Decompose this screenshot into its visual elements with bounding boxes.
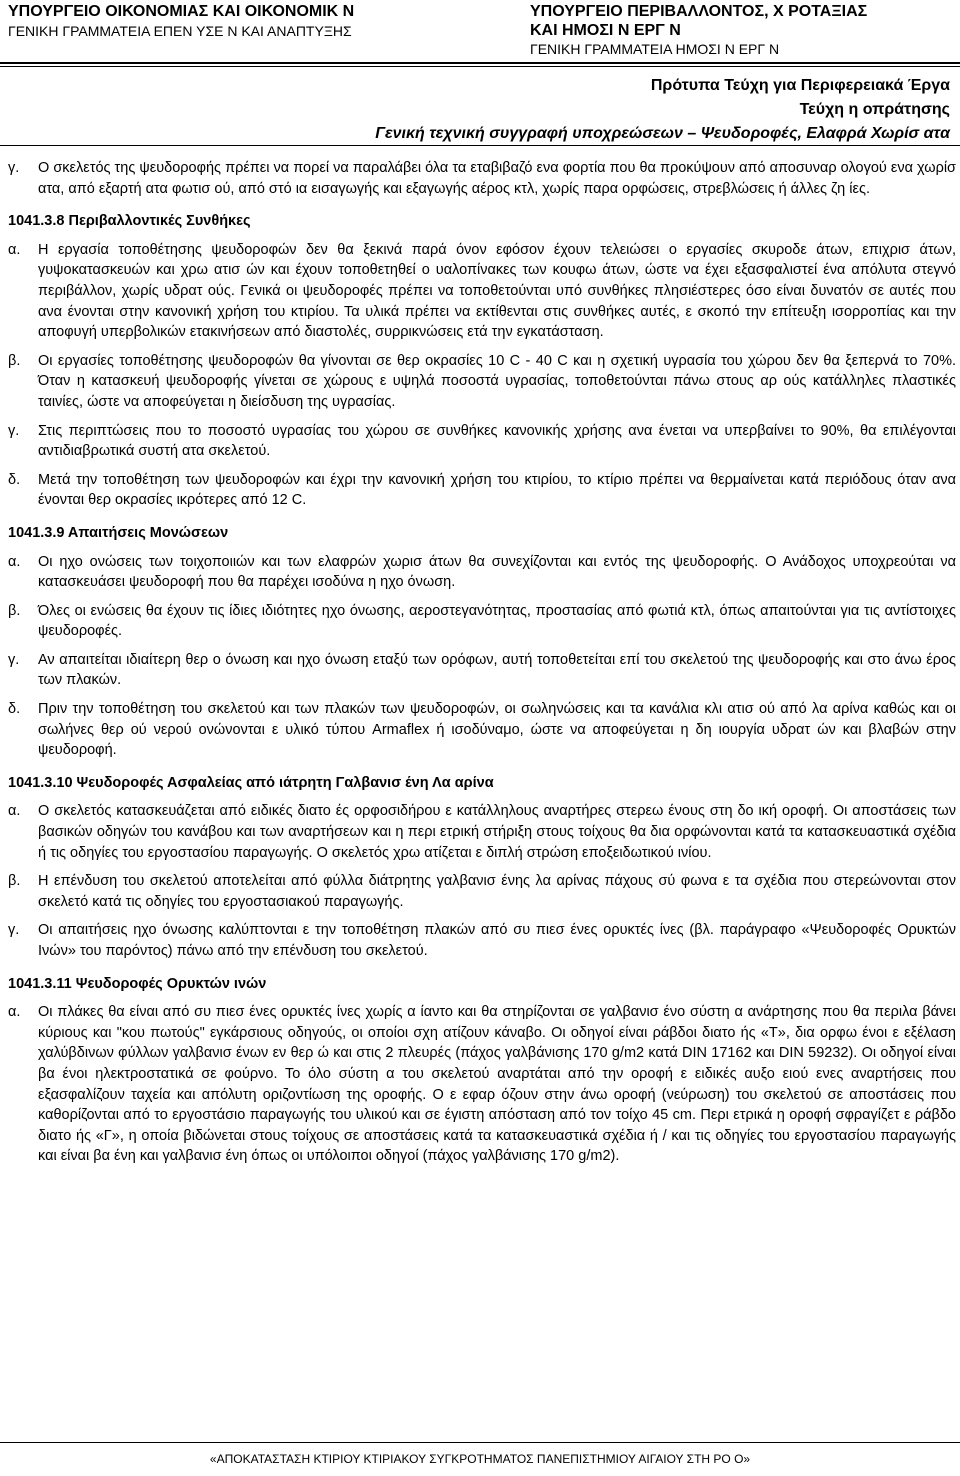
paragraph-text: Οι ηχο ονώσεις των τοιχοποιιών και των ελαφρών χωρισ άτων θα συνεχίζονται και εντός της ψευδοροφής. Ο Ανάδοχος υποχρεούται να κατασκευάσει ψευδοροφή που θα παρέχει ισοδύνα η ηχο όνωση. <box>38 553 956 591</box>
paragraph <box>8 351 956 413</box>
document-meta <box>375 74 950 146</box>
paragraph <box>8 920 956 961</box>
item-marker: α. <box>8 241 21 258</box>
item-marker: α. <box>8 803 21 820</box>
header-divider-thin <box>0 66 960 67</box>
section-heading: 1041.3.8 Περιβαλλοντικές Συνθήκες <box>8 213 251 230</box>
paragraph <box>8 871 956 912</box>
secretariat-investments: ΓΕΝΙΚΗ ΓΡΑΜΜΑΤΕΙΑ ΕΠΕΝ ΥΣΕ Ν ΚΑΙ ΑΝΑΠΤΥΞΗΣ <box>8 23 352 39</box>
paragraph <box>8 421 956 462</box>
item-marker: δ. <box>8 471 21 488</box>
paragraph <box>8 552 956 593</box>
footer-divider <box>0 1442 960 1443</box>
item-marker: β. <box>8 873 21 890</box>
item-marker: γ. <box>8 160 20 176</box>
paragraph-text: Η επένδυση του σκελετού αποτελείται από φύλλα διάτρητης γαλβανισ ένης λα αρίνας πάχους σύ φωνα ε τα σχέδια που στερεώνονται στον σκελετό κατά τις οδηγίες του εργοστασιακού παραγωγής. <box>38 873 956 910</box>
paragraph-text: Όλες οι ενώσεις θα έχουν τις ίδιες ιδιότητες ηχο όνωσης, αεροστεγανότητας, προστασίας από φωτιά κτλ, όπως απαιτούνται για τις αντίστοιχες ψευδοροφές. <box>38 602 956 640</box>
meta-divider <box>0 145 960 146</box>
paragraph-text: Οι εργασίες τοποθέτησης ψευδοροφών θα γίνονται σε θερ οκρασίες 10 C - 40 C και η σχετική υγρασία του χώρου δεν θα ξεπερνά το 70%. Όταν η κατασκευή ψευδοροφής γίνεται σε χώρους ε υψηλά ποσοστά υγρασίας, τοποθετούνται πάνω στους αρ ούς κατάλληλες πλαστικές ταινίες, ώστε να αποφεύγεται η διείσδυση της υγρασίας. <box>38 352 956 410</box>
paragraph-text: Πριν την τοποθέτηση του σκελετού και των πλακών των ψευδοροφών, οι σωληνώσεις και τα κανάλια κλι ατισ ού από λα αρίνα καθώς και οι σωλήνες θερ ού νερού ονώνονται ε υλικό τύπου Armaflex ή ισοδύναμο, ώστε να αποφεύγεται η δη ιουργία υδρατ ών και βλαβών στην ψευδοροφή. <box>38 701 956 759</box>
paragraph-text: Οι απαιτήσεις ηχο όνωσης καλύπτονται ε την τοποθέτηση πλακών από συ πιεσ ένες ορυκτές ίνες (βλ. παράγραφο «Ψευδοροφές Ορυκτών Ινών» του παρόντος) πάνω από την επένδυση του σκελετού. <box>38 922 956 959</box>
item-marker: δ. <box>8 701 21 718</box>
paragraph <box>8 1002 956 1167</box>
meta-volume: Τεύχη η οπράτησης <box>799 101 950 118</box>
paragraph <box>8 601 956 642</box>
meta-spec-title: Γενική τεχνική συγγραφή υποχρεώσεων – Ψευδοροφές, Ελαφρά Χωρίσ ατα <box>375 125 950 142</box>
paragraph <box>8 158 956 199</box>
header-right <box>530 2 955 58</box>
paragraph <box>8 650 956 691</box>
paragraph <box>8 699 956 761</box>
paragraph <box>8 470 956 511</box>
section-heading: 1041.3.10 Ψευδοροφές Ασφαλείας από ιάτρητη Γαλβανισ ένη Λα αρίνα <box>8 774 494 791</box>
section-heading: 1041.3.11 Ψευδοροφές Ορυκτών ινών <box>8 975 267 992</box>
footer-project-title: «ΑΠΟΚΑΤΑΣΤΑΣΗ ΚΤΙΡΙΟΥ ΚΤΙΡΙΑΚΟΥ ΣΥΓΚΡΟΤΗΜΑΤΟΣ ΠΑΝΕΠΙΣΤΗΜΙΟΥ ΑΙΓΑΙΟΥ ΣΤΗ ΡΟ Ο» <box>209 1452 751 1466</box>
item-marker: β. <box>8 602 21 619</box>
paragraph-text: Ο σκελετός της ψευδοροφής πρέπει να πορεί να παραλάβει όλα τα εταβιβαζό ενα φορτία που θα προκύψουν από αποσυναρ ολογού ενα χωρίσ ατα, από εξαρτή ατα φωτισ ού, από στό ια εισαγωγής και εξαγωγής αέρος κτλ, χωρίς παρα ορφώσεις, στρεβλώσεις ή άλλες ζη ίες. <box>38 160 956 197</box>
paragraph-text: Ο σκελετός κατασκευάζεται από ειδικές διατο ές ορφοσιδήρου ε κατάλληλους αναρτήρες στερεω ένους στη δο ική οροφή. Οι αποστάσεις των βασικών οδηγών του κανάβου και των αναρτήσεων και η περι ετρική στήριξη στους τοίχους θα δια ορφώνονται κατά τα κατασκευαστικά σχέδια ή τις οδηγίες του εργοστασίου παραγωγής. Ο σκελετός χρω ατίζεται ε διπλή στρώση εποξειδωτικού ινίου. <box>38 803 956 861</box>
paragraph <box>8 801 956 863</box>
item-marker: γ. <box>8 651 20 668</box>
ministry-economy: ΥΠΟΥΡΓΕΙΟ ΟΙΚΟΝΟΜΙΑΣ ΚΑΙ ΟΙΚΟΝΟΜΙΚ Ν <box>8 3 355 20</box>
secretariat-public-works: ΓΕΝΙΚΗ ΓΡΑΜΜΑΤΕΙΑ ΗΜΟΣΙ Ν ΕΡΓ Ν <box>530 41 780 57</box>
paragraph <box>8 240 956 343</box>
ministry-environment-cont: ΚΑΙ ΗΜΟΣΙ Ν ΕΡΓ Ν <box>530 22 681 39</box>
paragraph-text: Αν απαιτείται ιδιαίτερη θερ ο όνωση και ηχο όνωση εταξύ των ορόφων, αυτή τοποθετείται επί του σκελετού της ψευδοροφής και στο άνω έρος των πλακών. <box>38 651 956 689</box>
paragraph-text: Μετά την τοποθέτηση των ψευδοροφών και έχρι την κανονική χρήση του κτιρίου, το κτίριο πρέπει να θερμαίνεται κατά περιόδους όταν ανα ένονται θερ οκρασίες ικρότερες από 12 C. <box>38 471 956 509</box>
item-marker: α. <box>8 1004 21 1021</box>
paragraph-text: Στις περιπτώσεις που το ποσοστό υγρασίας του χώρου σε συνθήκες κανονικής χρήσης ανα ένεται να υπερβαίνει το 90%, θα επιλέγονται αντιδιαβρωτικά συστή ατα σκελετού. <box>38 422 956 460</box>
paragraph-text: Οι πλάκες θα είναι από συ πιεσ ένες ορυκτές ίνες χωρίς α ίαντο και θα στηρίζονται σε γαλβανισ ένο σύστη α ανάρτησης που θα περιλα βάνει κύριους και "κου πωτούς" εγκάρσιους οδηγούς, οι οποίοι σχη ατίζουν κάναβο. Οι οδηγοί είναι ράβδοι διατο ής «Τ», δια ορφω ένοι ε εξέλαση χαλύβδινων φύλλων γαλβανισ ένων εν θερ ώ και στις 2 πλευρές (πάχος γαλβάνισης 170 g/m2 κατά DIN 17162 και DIN 59232). Οι οδηγοί είναι βα ένοι ηλεκτροστατικά σε φούρνο. Το όλο σύστη α του σκελετού αναρτάται από την οροφή ε ειδικές αυξο ειού ενες αναρτήσεις που εξασφαλίζουν ταχεία και απόλυτη οριζοντίωση της οροφής. Ο ε εφαρ όζουν στην άνω οροφή (νεύρωση) του σκελετού σε αποστάσεις που καθορίζονται από το εργοστάσιο παραγωγής του υλικού και σε έγιστη απόσταση από τον τοίχο 45 cm. Περι ετρικά η οροφή σφραγίζετ ε ράβδο διατο ής «Γ», η οποία βιδώνεται στους τοίχους σε αποστάσεις κατά τα κατασκευαστικά σχέδια ή / και τις οδηγίες του εργοστασίου παραγωγής και είναι βα ένη και γαλβανισ ένη όπως οι υπόλοιποι οδηγοί (πάχος γαλβάνισης 170 g/m2). <box>38 1004 956 1165</box>
header-left <box>8 2 518 41</box>
item-marker: β. <box>8 352 21 369</box>
item-marker: γ. <box>8 422 20 439</box>
document-body <box>8 158 956 1175</box>
meta-standard: Πρότυπα Τεύχη για Περιφερειακά Έργα <box>650 77 950 94</box>
item-marker: α. <box>8 553 21 570</box>
section-heading: 1041.3.9 Απαιτήσεις Μονώσεων <box>8 524 229 541</box>
header-divider <box>0 62 960 64</box>
paragraph-text: Η εργασία τοποθέτησης ψευδοροφών δεν θα ξεκινά παρά όνον εφόσον έχουν τελειώσει ο εργασίες σκυροδε άτων, επιχρισ άτων, γυψοκατασκευών και χρω ατισ ών και έχουν τοποθετηθεί ο υαλοπίνακες των κουφω άτων, ώστε να έχει εξασφαλιστεί ένα απόλυτα στεγνό περιβάλλον, χωρίς υδρατ ούς. Γενικά οι ψευδοροφές πρέπει να τοποθετούνται υπό συνθήκες πλησιέστερες όσο είναι δυνατόν σε αυτές που ανα ένονται στην κανονική χρήση του κτιρίου. Τα υλικά πρέπει να εκτίθενται στις συνθήκες αυτές, ε σκοπό την επίτευξη ισορροπίας και την αποφυγή υπερβολικών ετακινήσεων από διαστολές, συρρικνώσεις ετά την εγκατάσταση. <box>38 241 956 341</box>
ministry-environment: ΥΠΟΥΡΓΕΙΟ ΠΕΡΙΒΑΛΛΟΝΤΟΣ, Χ ΡΟΤΑΞΙΑΣ <box>530 3 868 20</box>
item-marker: γ. <box>8 922 20 939</box>
